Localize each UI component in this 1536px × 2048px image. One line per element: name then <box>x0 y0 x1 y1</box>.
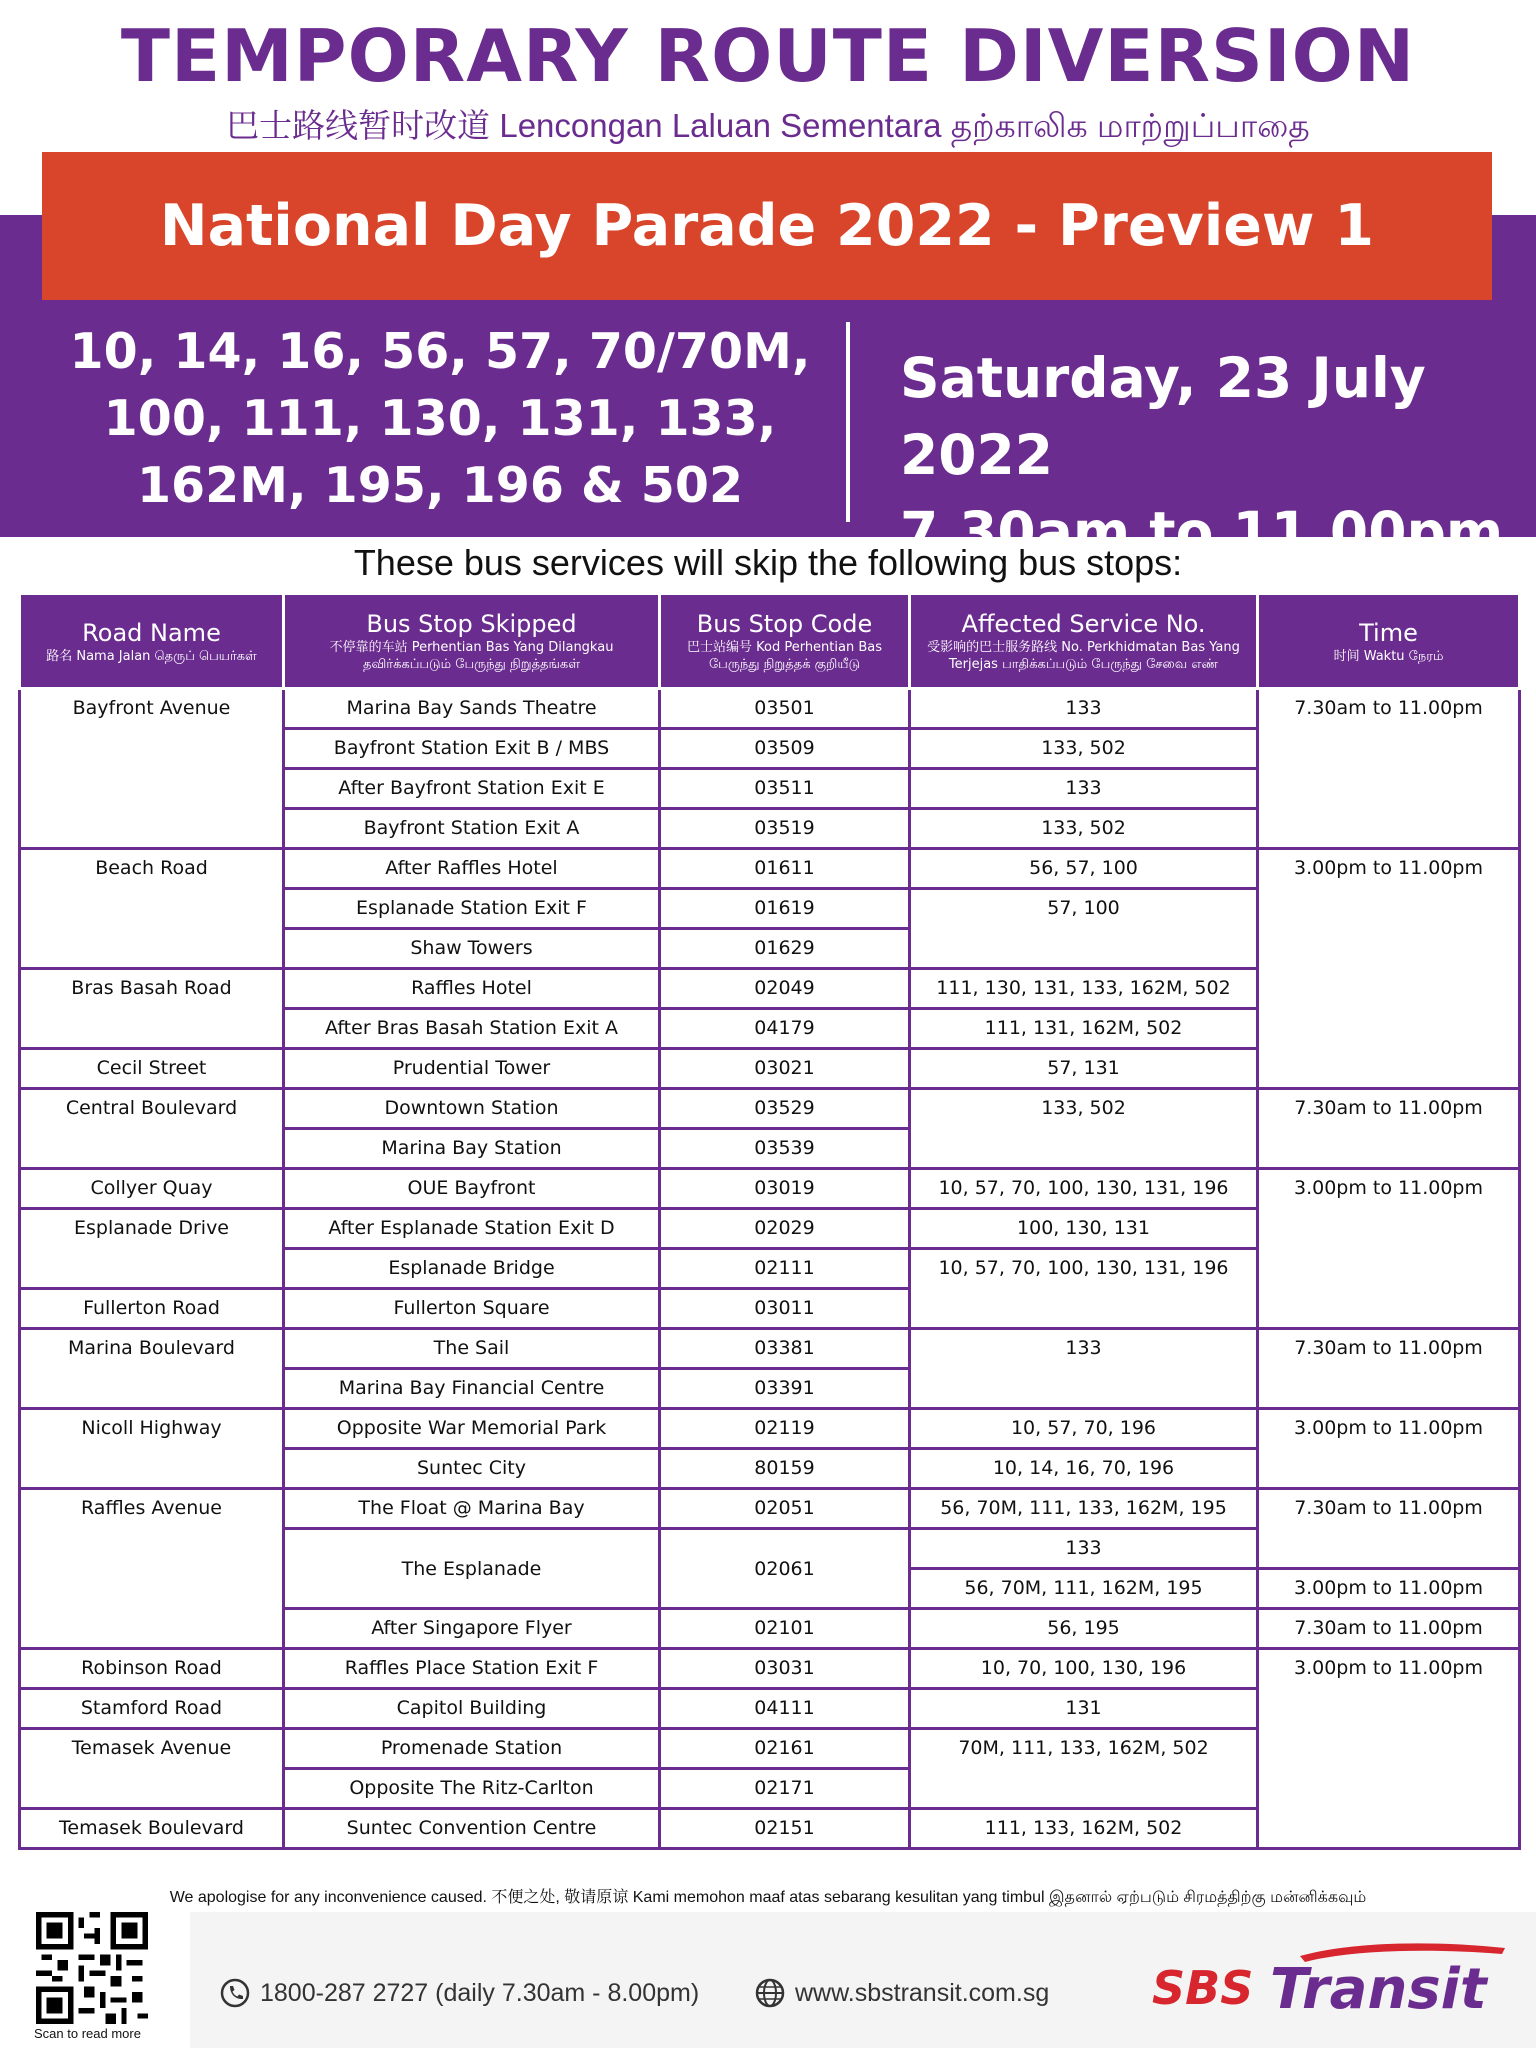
svg-text:SBS: SBS <box>1152 1961 1254 2015</box>
stop-cell: Bayfront Station Exit A <box>284 809 660 849</box>
stop-cell: Suntec Convention Centre <box>284 1809 660 1849</box>
stop-cell: Suntec City <box>284 1449 660 1489</box>
services-cell: 56, 70M, 111, 133, 162M, 195 <box>910 1489 1258 1529</box>
code-cell: 02049 <box>660 969 910 1009</box>
time-cell: 7.30am to 11.00pm <box>1258 689 1520 849</box>
services-cell: 56, 57, 100 <box>910 849 1258 889</box>
table-header-row <box>20 594 1520 689</box>
stop-cell: Marina Bay Sands Theatre <box>284 689 660 729</box>
services-cell: 100, 130, 131 <box>910 1209 1258 1249</box>
website-text: www.sbstransit.com.sg <box>795 1978 1050 2007</box>
time-range: 7.30am to 11.00pm <box>900 500 1504 564</box>
code-cell: 03529 <box>660 1089 910 1129</box>
services-cell: 133 <box>910 689 1258 729</box>
qr-label: Scan to read more <box>34 2026 141 2041</box>
road-cell: Raffles Avenue <box>20 1489 284 1649</box>
time-cell: 7.30am to 11.00pm <box>1258 1609 1520 1649</box>
multilingual-subtitle: 巴士路线暂时改道 Lencongan Laluan Sementara தற்காலிக மாற்றுப்பாதை <box>226 107 1310 144</box>
header-code: Bus Stop Code 巴士站编号 Kod Perhentian Bas பேருந்து நிறுத்தக் குறியீடு <box>660 594 910 689</box>
road-cell: Marina Boulevard <box>20 1329 284 1409</box>
svg-text:Transit: Transit <box>1270 1957 1487 2022</box>
stop-cell: After Esplanade Station Exit D <box>284 1209 660 1249</box>
services-cell: 10, 57, 70, 100, 130, 131, 196 <box>910 1249 1258 1329</box>
time-cell: 3.00pm to 11.00pm <box>1258 1649 1520 1849</box>
stop-cell: After Bayfront Station Exit E <box>284 769 660 809</box>
code-cell: 03011 <box>660 1289 910 1329</box>
code-cell: 03501 <box>660 689 910 729</box>
stop-cell: After Bras Basah Station Exit A <box>284 1009 660 1049</box>
stop-cell: Promenade Station <box>284 1729 660 1769</box>
road-cell: Central Boulevard <box>20 1089 284 1169</box>
time-cell: 7.30am to 11.00pm <box>1258 1089 1520 1169</box>
code-cell: 03021 <box>660 1049 910 1089</box>
header-road: Road Name 路名 Nama Jalan தெருப் பெயர்கள் <box>20 594 284 689</box>
code-cell: 03509 <box>660 729 910 769</box>
time-cell: 7.30am to 11.00pm <box>1258 1489 1520 1569</box>
road-cell: Temasek Boulevard <box>20 1809 284 1849</box>
road-cell: Collyer Quay <box>20 1169 284 1209</box>
services-cell: 111, 133, 162M, 502 <box>910 1809 1258 1849</box>
stop-cell: The Sail <box>284 1329 660 1369</box>
time-cell: 3.00pm to 11.00pm <box>1258 849 1520 1089</box>
stop-cell: Prudential Tower <box>284 1049 660 1089</box>
date-time <box>900 340 1520 571</box>
stop-cell: Fullerton Square <box>284 1289 660 1329</box>
code-cell: 80159 <box>660 1449 910 1489</box>
road-cell: Bayfront Avenue <box>20 689 284 849</box>
road-cell: Nicoll Highway <box>20 1409 284 1489</box>
services-cell: 131 <box>910 1689 1258 1729</box>
phone-icon <box>220 1978 250 2008</box>
affected-services <box>60 318 820 519</box>
header-stop: Bus Stop Skipped 不停靠的车站 Perhentian Bas Yang Dilangkau தவிர்க்கப்படும் பேருந்து நிறுத்தங்கள் <box>284 594 660 689</box>
table-row <box>20 849 1520 889</box>
stop-cell: OUE Bayfront <box>284 1169 660 1209</box>
stop-cell: Marina Bay Financial Centre <box>284 1369 660 1409</box>
time-cell: 3.00pm to 11.00pm <box>1258 1569 1520 1609</box>
services-cell: 56, 195 <box>910 1609 1258 1649</box>
services-cell: 133, 502 <box>910 729 1258 769</box>
code-cell: 02171 <box>660 1769 910 1809</box>
divider <box>846 322 850 522</box>
code-cell: 03381 <box>660 1329 910 1369</box>
code-cell: 02101 <box>660 1609 910 1649</box>
page-title: TEMPORARY ROUTE DIVERSION <box>120 14 1416 98</box>
time-cell: 3.00pm to 11.00pm <box>1258 1409 1520 1489</box>
event-banner <box>42 152 1492 300</box>
services-line: 162M, 195, 196 & 502 <box>136 457 744 514</box>
code-cell: 03031 <box>660 1649 910 1689</box>
services-cell: 133 <box>910 769 1258 809</box>
hotline-text: 1800-287 2727 (daily 7.30am - 8.00pm) <box>260 1978 700 2007</box>
code-cell: 03511 <box>660 769 910 809</box>
stop-cell: Raffles Hotel <box>284 969 660 1009</box>
services-line: 10, 14, 16, 56, 57, 70/70M, <box>69 323 811 380</box>
header-time: Time 时间 Waktu நேரம் <box>1258 594 1520 689</box>
services-line: 100, 111, 130, 131, 133, <box>103 390 777 447</box>
table-row <box>20 1409 1520 1449</box>
stop-cell: Opposite The Ritz-Carlton <box>284 1769 660 1809</box>
services-cell: 10, 70, 100, 130, 196 <box>910 1649 1258 1689</box>
table-row <box>20 1489 1520 1529</box>
stop-cell: The Esplanade <box>284 1529 660 1609</box>
stop-cell: Capitol Building <box>284 1689 660 1729</box>
qr-code[interactable] <box>36 1912 148 2024</box>
road-cell: Temasek Avenue <box>20 1729 284 1809</box>
stop-cell: After Raffles Hotel <box>284 849 660 889</box>
code-cell: 02161 <box>660 1729 910 1769</box>
services-cell: 133, 502 <box>910 1089 1258 1169</box>
website-link[interactable] <box>755 1978 1049 2008</box>
code-cell: 02029 <box>660 1209 910 1249</box>
services-cell: 133 <box>910 1529 1258 1569</box>
road-cell: Bras Basah Road <box>20 969 284 1049</box>
code-cell: 04179 <box>660 1009 910 1049</box>
services-cell: 70M, 111, 133, 162M, 502 <box>910 1729 1258 1809</box>
road-cell: Stamford Road <box>20 1689 284 1729</box>
code-cell: 03539 <box>660 1129 910 1169</box>
stop-cell: Bayfront Station Exit B / MBS <box>284 729 660 769</box>
stop-cell: Esplanade Bridge <box>284 1249 660 1289</box>
services-cell: 57, 131 <box>910 1049 1258 1089</box>
code-cell: 02061 <box>660 1529 910 1609</box>
services-cell: 10, 14, 16, 70, 196 <box>910 1449 1258 1489</box>
date: Saturday, 23 July 2022 <box>900 346 1426 487</box>
stop-cell: Opposite War Memorial Park <box>284 1409 660 1449</box>
services-cell: 133, 502 <box>910 809 1258 849</box>
apology-note: We apologise for any inconvenience caused. 不便之处, 敬请原谅 Kami memohon maaf atas sebarang kesulitan yang timbul இதனால் ஏற்படும் சிரமத்திற்கு மன்னிக்கவும் <box>169 1889 1367 1906</box>
code-cell: 01619 <box>660 889 910 929</box>
services-cell: 57, 100 <box>910 889 1258 969</box>
stop-cell: Marina Bay Station <box>284 1129 660 1169</box>
code-cell: 02111 <box>660 1249 910 1289</box>
services-cell: 111, 131, 162M, 502 <box>910 1009 1258 1049</box>
code-cell: 01611 <box>660 849 910 889</box>
code-cell: 02051 <box>660 1489 910 1529</box>
code-cell: 03519 <box>660 809 910 849</box>
code-cell: 01629 <box>660 929 910 969</box>
services-cell: 56, 70M, 111, 162M, 195 <box>910 1569 1258 1609</box>
hotline[interactable] <box>220 1978 699 2008</box>
stop-cell: After Singapore Flyer <box>284 1609 660 1649</box>
road-cell: Cecil Street <box>20 1049 284 1089</box>
table-row <box>20 1329 1520 1369</box>
time-cell: 3.00pm to 11.00pm <box>1258 1169 1520 1329</box>
table-row <box>20 1169 1520 1209</box>
services-cell: 133 <box>910 1329 1258 1409</box>
road-cell: Fullerton Road <box>20 1289 284 1329</box>
code-cell: 02151 <box>660 1809 910 1849</box>
time-cell: 7.30am to 11.00pm <box>1258 1329 1520 1409</box>
skipped-stops-table <box>18 592 1521 1850</box>
globe-icon <box>755 1978 785 2008</box>
table-row <box>20 1649 1520 1689</box>
road-cell: Beach Road <box>20 849 284 969</box>
code-cell: 03391 <box>660 1369 910 1409</box>
header-services: Affected Service No. 受影响的巴士服务路线 No. Perkhidmatan Bas Yang Terjejas பாதிக்கப்படும் பேருந்து சேவை எண் <box>910 594 1258 689</box>
services-cell: 111, 130, 131, 133, 162M, 502 <box>910 969 1258 1009</box>
road-cell: Robinson Road <box>20 1649 284 1689</box>
stop-cell: Esplanade Station Exit F <box>284 889 660 929</box>
code-cell: 03019 <box>660 1169 910 1209</box>
table-row <box>20 689 1520 729</box>
code-cell: 02119 <box>660 1409 910 1449</box>
services-cell: 10, 57, 70, 100, 130, 131, 196 <box>910 1169 1258 1209</box>
road-cell: Esplanade Drive <box>20 1209 284 1289</box>
stop-cell: The Float @ Marina Bay <box>284 1489 660 1529</box>
skip-intro: These bus services will skip the following bus stops: <box>353 542 1183 583</box>
stop-cell: Raffles Place Station Exit F <box>284 1649 660 1689</box>
table-row <box>20 1089 1520 1129</box>
event-title: National Day Parade 2022 - Preview 1 <box>159 193 1375 259</box>
stop-cell: Downtown Station <box>284 1089 660 1129</box>
sbs-transit-logo <box>1150 1938 1510 2022</box>
code-cell: 04111 <box>660 1689 910 1729</box>
stop-cell: Shaw Towers <box>284 929 660 969</box>
services-cell: 10, 57, 70, 196 <box>910 1409 1258 1449</box>
